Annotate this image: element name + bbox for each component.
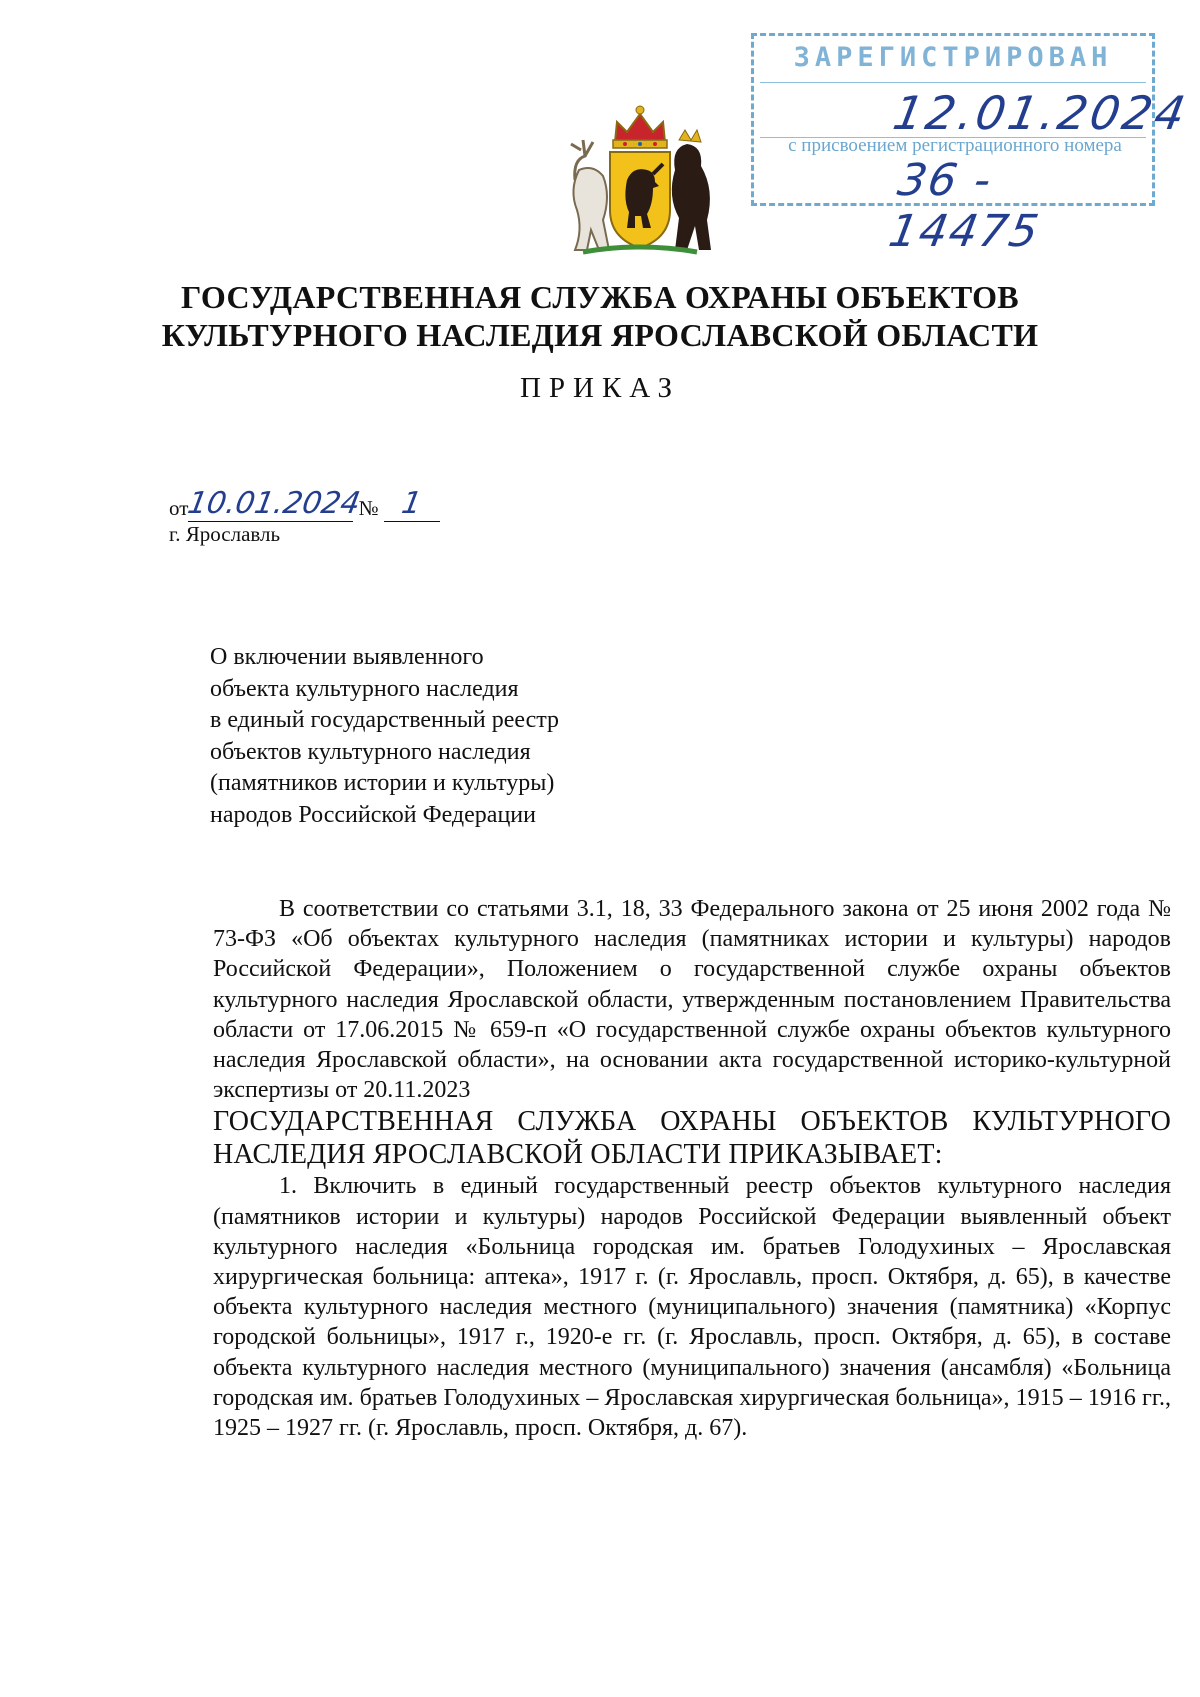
subject-line: объектов культурного наследия xyxy=(210,738,531,765)
order-date-line xyxy=(169,488,440,524)
date-prefix: от xyxy=(169,496,189,520)
coat-of-arms-icon xyxy=(555,100,725,260)
stamp-registration-number: 36 - 14475 xyxy=(885,155,1044,257)
subject-line: народов Российской Федерации xyxy=(210,801,536,828)
stamp-title: ЗАРЕГИСТРИРОВАН xyxy=(793,42,1113,73)
stamp-subtitle: с присвоением регистрационного номера xyxy=(788,135,1122,156)
subject-line: в единый государственный реестр xyxy=(210,707,560,733)
legal-basis-paragraph: В соответствии со статьями 3.1, 18, 33 Федерального закона от 25 июня 2002 года № 73-ФЗ «Об объектах культурного наследия (памятниках истории и культуры) народов Российской Федерации», Положением о государственной службе охраны объектов культурного наследия Ярославской области, утвержденным постановлением Правительства области от 17.06.2015 № 659-п «О государственной службе охраны объектов культурного наследия Ярославской области», на основании акта государственной историко-культурной экспертизы от 20.11.2023 xyxy=(213,896,1171,1104)
subject-line: (памятников истории и культуры) xyxy=(210,770,555,796)
subject-line: О включении выявленного xyxy=(210,644,484,670)
number-prefix: № xyxy=(358,496,379,520)
stamp-date: 12.01.2024 xyxy=(889,86,1193,140)
order-body xyxy=(213,894,1171,1443)
stamp-divider xyxy=(760,82,1146,83)
organization-name-line-1: ГОСУДАРСТВЕННАЯ СЛУЖБА ОХРАНЫ ОБЪЕКТОВ xyxy=(181,279,1019,315)
organization-name-line-2: КУЛЬТУРНОГО НАСЛЕДИЯ ЯРОСЛАВСКОЙ ОБЛАСТИ xyxy=(161,317,1039,353)
subject-line: объекта культурного наследия xyxy=(210,675,519,702)
organization-name xyxy=(0,278,1200,354)
order-item-1: 1. Включить в единый государственный реестр объектов культурного наследия (памятников истории и культуры) народов Российской Федерации выявленный объект культурного наследия «Больница городская им. братьев Голодухиных – Ярославская хирургическая больница: аптека», 1917 г. (г. Ярославль, просп. Октября, д. 65), в качестве объекта культурного наследия местного (муниципального) значения (памятника) «Корпус городской больницы», 1917 г., 1920-е гг. (г. Ярославль, просп. Октября, д. 65), в составе объекта культурного наследия местного (муниципального) значения (ансамбля) «Больница городская им. братьев Голодухиных – Ярославская хирургическая больница», 1915 – 1916 гг., 1925 – 1927 гг. (г. Ярославль, просп. Октября, д. 67). xyxy=(213,1173,1171,1442)
order-city: г. Ярославль xyxy=(169,522,281,546)
order-date: 10.01.2024 xyxy=(185,486,364,521)
registration-stamp xyxy=(751,33,1193,257)
document-type: ПРИКАЗ xyxy=(519,372,681,404)
order-subject xyxy=(210,642,559,831)
order-number: 1 xyxy=(399,486,425,521)
order-heading: ГОСУДАРСТВЕННАЯ СЛУЖБА ОХРАНЫ ОБЪЕКТОВ КУЛЬТУРНОГО НАСЛЕДИЯ ЯРОСЛАВСКОЙ ОБЛАСТИ ПРИКАЗЫВАЕТ: xyxy=(213,1106,1171,1171)
